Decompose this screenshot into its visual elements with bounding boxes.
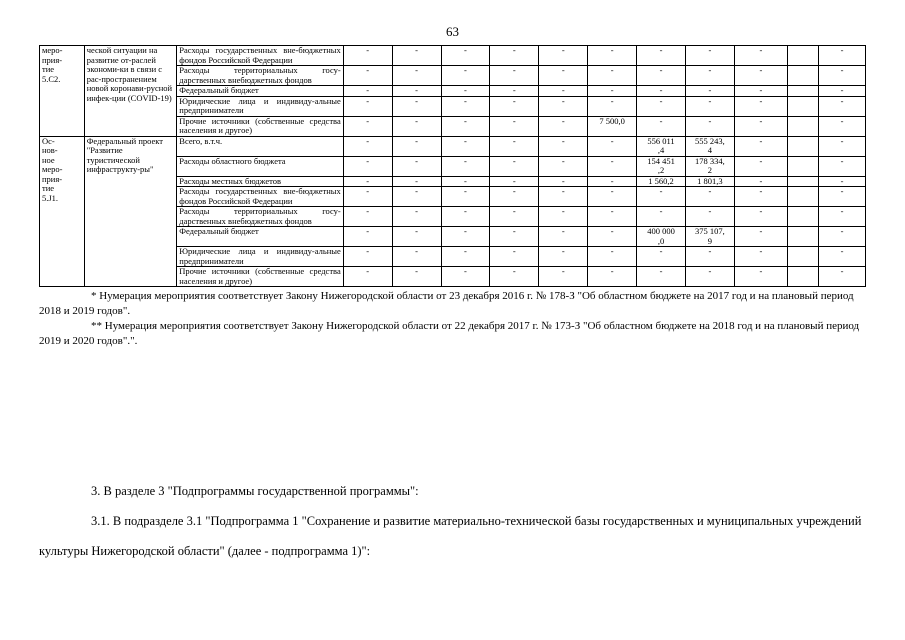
value-cell: - <box>392 96 441 116</box>
funding-source-cell: Расходы территориальных госу-дарственных внебюджетных фондов <box>177 66 343 86</box>
value-cell: - <box>734 176 787 187</box>
value-cell: - <box>441 207 490 227</box>
value-cell: - <box>539 46 588 66</box>
value-cell: - <box>392 136 441 156</box>
value-cell: - <box>637 96 686 116</box>
value-cell: - <box>490 116 539 136</box>
footnote-2: ** Нумерация мероприятия соответствует Закону Нижегородской области от 22 декабря 2017 г. № 173-З "Об областном бюджете на 2018 год и на плановый период 2019 и 2020 годов".". <box>39 320 860 347</box>
value-cell: - <box>588 176 637 187</box>
value-cell: - <box>685 187 734 207</box>
value-cell: - <box>734 66 787 86</box>
value-cell: - <box>819 187 866 207</box>
value-cell: - <box>539 136 588 156</box>
value-cell: - <box>685 116 734 136</box>
value-cell: - <box>392 116 441 136</box>
value-cell: - <box>588 46 637 66</box>
funding-source-cell: Расходы территориальных госу-дарственных внебюджетных фондов <box>177 207 343 227</box>
value-cell: - <box>819 86 866 97</box>
value-cell: - <box>441 136 490 156</box>
value-cell: - <box>685 46 734 66</box>
value-cell: - <box>490 156 539 176</box>
value-cell: - <box>539 156 588 176</box>
value-cell: - <box>637 46 686 66</box>
value-cell: - <box>490 136 539 156</box>
value-cell <box>787 86 818 97</box>
value-cell: - <box>343 66 392 86</box>
value-cell: - <box>441 46 490 66</box>
value-cell <box>787 156 818 176</box>
value-cell: - <box>588 267 637 287</box>
value-cell <box>787 176 818 187</box>
value-cell: - <box>441 116 490 136</box>
value-cell: 7 500,0 <box>588 116 637 136</box>
value-cell <box>787 227 818 247</box>
value-cell: - <box>685 66 734 86</box>
value-cell: - <box>588 96 637 116</box>
value-cell: - <box>588 207 637 227</box>
value-cell: - <box>539 187 588 207</box>
value-cell: - <box>819 227 866 247</box>
value-cell: - <box>392 207 441 227</box>
value-cell: - <box>588 156 637 176</box>
value-cell: - <box>392 156 441 176</box>
page-number: 63 <box>446 24 459 39</box>
value-cell: - <box>490 227 539 247</box>
value-cell: - <box>819 156 866 176</box>
value-cell: - <box>441 86 490 97</box>
footnotes <box>39 289 869 349</box>
value-cell: - <box>734 267 787 287</box>
value-cell: - <box>539 267 588 287</box>
body-text <box>39 476 869 566</box>
funding-source-cell: Расходы государственных вне-бюджетных фондов Российской Федерации <box>177 46 343 66</box>
value-cell <box>787 267 818 287</box>
value-cell: - <box>490 247 539 267</box>
value-cell: - <box>734 136 787 156</box>
value-cell: - <box>637 187 686 207</box>
value-cell: - <box>734 207 787 227</box>
funding-source-cell: Прочие источники (собственные средства населения и другое) <box>177 116 343 136</box>
value-cell: - <box>441 96 490 116</box>
value-cell: - <box>490 66 539 86</box>
value-cell: 555 243, 4 <box>685 136 734 156</box>
funding-source-cell: Всего, в.т.ч. <box>177 136 343 156</box>
value-cell: - <box>819 136 866 156</box>
value-cell: - <box>441 187 490 207</box>
funding-source-cell: Расходы областного бюджета <box>177 156 343 176</box>
value-cell: - <box>539 86 588 97</box>
value-cell <box>787 187 818 207</box>
value-cell: - <box>637 207 686 227</box>
value-cell <box>787 66 818 86</box>
funding-source-cell: Федеральный бюджет <box>177 86 343 97</box>
funding-source-cell: Расходы местных бюджетов <box>177 176 343 187</box>
value-cell: - <box>819 207 866 227</box>
value-cell: - <box>343 46 392 66</box>
value-cell: - <box>343 116 392 136</box>
value-cell: 178 334, 2 <box>685 156 734 176</box>
funding-source-cell: Расходы государственных вне-бюджетных фондов Российской Федерации <box>177 187 343 207</box>
funding-source-cell: Юридические лица и индивиду-альные предприниматели <box>177 247 343 267</box>
value-cell: - <box>734 156 787 176</box>
value-cell: - <box>734 116 787 136</box>
measure-code-cell: меро- прия- тие 5.С2. <box>40 46 85 137</box>
value-cell: - <box>734 86 787 97</box>
value-cell: - <box>819 46 866 66</box>
value-cell <box>787 46 818 66</box>
value-cell: - <box>441 267 490 287</box>
value-cell: 375 107, 9 <box>685 227 734 247</box>
value-cell: - <box>490 267 539 287</box>
value-cell: - <box>343 207 392 227</box>
value-cell: - <box>490 86 539 97</box>
value-cell: - <box>637 247 686 267</box>
value-cell: - <box>819 116 866 136</box>
value-cell: - <box>685 207 734 227</box>
value-cell: - <box>343 176 392 187</box>
value-cell: - <box>392 227 441 247</box>
value-cell: - <box>539 96 588 116</box>
value-cell: - <box>637 116 686 136</box>
value-cell: - <box>392 46 441 66</box>
value-cell: - <box>392 66 441 86</box>
value-cell: - <box>734 46 787 66</box>
value-cell <box>787 207 818 227</box>
value-cell: - <box>343 86 392 97</box>
value-cell: - <box>588 227 637 247</box>
value-cell: - <box>343 136 392 156</box>
value-cell: - <box>343 156 392 176</box>
value-cell: - <box>637 267 686 287</box>
value-cell: - <box>539 207 588 227</box>
value-cell: - <box>441 247 490 267</box>
value-cell: - <box>588 86 637 97</box>
funding-source-cell: Юридические лица и индивиду-альные предприниматели <box>177 96 343 116</box>
value-cell: - <box>637 86 686 97</box>
value-cell: - <box>734 96 787 116</box>
value-cell: - <box>490 46 539 66</box>
value-cell: - <box>685 96 734 116</box>
value-cell: - <box>490 176 539 187</box>
value-cell: 1 801,3 <box>685 176 734 187</box>
value-cell: - <box>588 187 637 207</box>
value-cell: - <box>490 207 539 227</box>
value-cell: - <box>734 227 787 247</box>
table-row <box>40 136 866 156</box>
value-cell: - <box>819 96 866 116</box>
paragraph-subsection-3-1: 3.1. В подразделе 3.1 "Подпрограмма 1 "Сохранение и развитие материально-технической базы государственных и муниципальных учреждений культуры Нижегородской области" (далее - подпрограмма 1)": <box>39 514 862 558</box>
value-cell <box>787 247 818 267</box>
value-cell <box>787 116 818 136</box>
value-cell: - <box>490 187 539 207</box>
funding-source-cell: Федеральный бюджет <box>177 227 343 247</box>
value-cell: - <box>343 247 392 267</box>
value-cell: - <box>539 247 588 267</box>
value-cell: - <box>588 66 637 86</box>
value-cell: 154 451 ,2 <box>637 156 686 176</box>
value-cell: - <box>392 86 441 97</box>
budget-table <box>39 45 866 287</box>
measure-name-cell: ческой ситуации на развитие от-раслей экономи-ки в связи с рас-пространением новой коронави-русной инфек-ции (COVID-19) <box>84 46 177 137</box>
value-cell: - <box>392 187 441 207</box>
value-cell: - <box>441 156 490 176</box>
value-cell: - <box>588 136 637 156</box>
value-cell: - <box>685 86 734 97</box>
table-row <box>40 46 866 66</box>
value-cell: - <box>441 227 490 247</box>
value-cell: - <box>819 267 866 287</box>
footnote-1: * Нумерация мероприятия соответствует Закону Нижегородской области от 23 декабря 2016 г. № 178-З "Об областном бюджете на 2017 год и на плановый период 2018 и 2019 годов". <box>39 290 854 317</box>
value-cell: 1 560,2 <box>637 176 686 187</box>
value-cell: - <box>539 227 588 247</box>
value-cell: - <box>392 176 441 187</box>
measure-name-cell: Федеральный проект "Развитие туристической инфраструкту-ры" <box>84 136 177 287</box>
value-cell: - <box>685 267 734 287</box>
value-cell: - <box>343 96 392 116</box>
value-cell: - <box>539 116 588 136</box>
value-cell: - <box>637 66 686 86</box>
value-cell: - <box>539 66 588 86</box>
value-cell <box>787 96 818 116</box>
measure-code-cell: Ос- нов- ное меро- прия- тие 5.J1. <box>40 136 85 287</box>
value-cell: - <box>734 187 787 207</box>
value-cell: - <box>819 66 866 86</box>
value-cell: - <box>343 267 392 287</box>
funding-source-cell: Прочие источники (собственные средства населения и другое) <box>177 267 343 287</box>
value-cell: - <box>343 187 392 207</box>
value-cell: - <box>734 247 787 267</box>
value-cell: 400 000 ,0 <box>637 227 686 247</box>
value-cell: - <box>343 227 392 247</box>
value-cell: - <box>441 176 490 187</box>
value-cell: - <box>819 247 866 267</box>
value-cell: 556 011 ,4 <box>637 136 686 156</box>
value-cell: - <box>392 267 441 287</box>
value-cell: - <box>588 247 637 267</box>
value-cell: - <box>539 176 588 187</box>
value-cell: - <box>441 66 490 86</box>
value-cell: - <box>819 176 866 187</box>
value-cell: - <box>685 247 734 267</box>
paragraph-section-3: 3. В разделе 3 "Подпрограммы государственной программы": <box>91 484 419 498</box>
value-cell <box>787 136 818 156</box>
value-cell: - <box>392 247 441 267</box>
value-cell: - <box>490 96 539 116</box>
